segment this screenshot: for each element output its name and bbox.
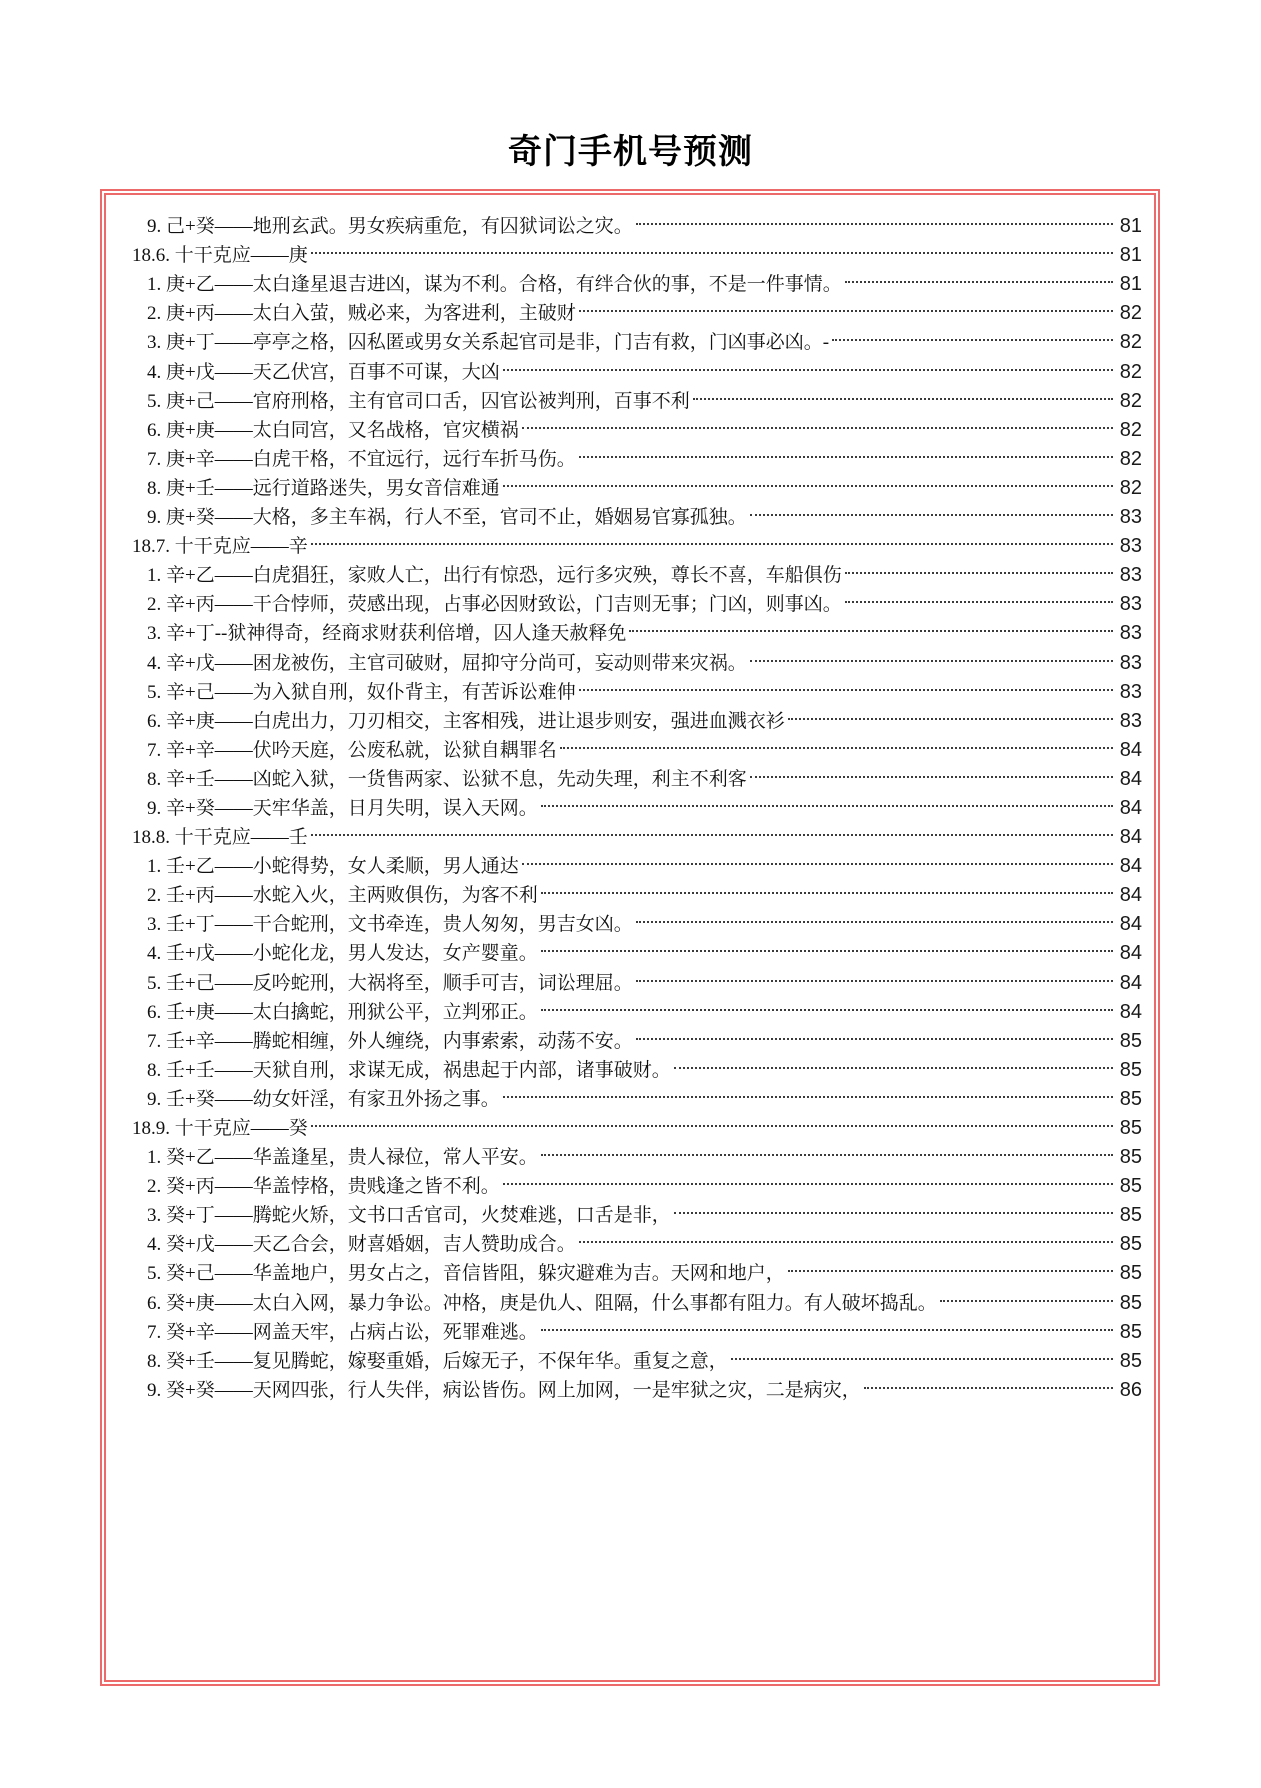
toc-entry-page: 82 — [1119, 302, 1142, 325]
toc-entry-label: 6. 癸+庚——太白入网，暴力争讼。冲格，庚是仇人、阻隔，什么事都有阻力。有人破坏捣乱。 — [147, 1292, 937, 1314]
toc-entry-label: 7. 壬+辛——腾蛇相缠，外人缠绕，内事索索，动荡不安。 — [147, 1030, 633, 1052]
dot-leader — [538, 989, 1116, 1018]
toc-rows — [132, 203, 1142, 1401]
toc-entry-label: 8. 辛+壬——凶蛇入狱，一货售两家、讼狱不息，先动失理，利主不利客 — [147, 768, 747, 790]
toc-entry-label: 6. 壬+庚——太白擒蛇，刑狱公平，立判邪正。 — [147, 1001, 538, 1023]
toc-entry-page: 85 — [1119, 1146, 1142, 1169]
toc-entry-label: 3. 壬+丁——干合蛇刑，文书牵连，贵人匆匆，男吉女凶。 — [147, 914, 633, 936]
dot-leader — [538, 1134, 1116, 1163]
dot-leader — [538, 1309, 1116, 1338]
toc-entry-page: 83 — [1119, 564, 1142, 587]
dot-leader — [519, 843, 1116, 872]
toc-entry-page: 81 — [1119, 215, 1142, 238]
dot-leader — [785, 1250, 1116, 1279]
dot-leader — [671, 1047, 1116, 1076]
dot-leader — [500, 1163, 1116, 1192]
toc-entry-page: 81 — [1119, 273, 1142, 296]
toc-entry-page: 82 — [1119, 360, 1142, 383]
dot-leader — [576, 290, 1116, 319]
toc-entry-page: 82 — [1119, 331, 1142, 354]
dot-leader — [747, 639, 1116, 668]
dot-leader — [308, 814, 1116, 843]
toc-entry-label: 2. 壬+丙——水蛇入火，主两败俱伤，为客不利 — [147, 885, 538, 907]
toc-entry-page: 85 — [1119, 1029, 1142, 1052]
toc-entry-page: 85 — [1119, 1291, 1142, 1314]
toc-entry-label: 3. 庚+丁——亭亭之格，囚私匿或男女关系起官司是非，门吉有救，门凶事必凶。- — [147, 332, 830, 354]
dot-leader — [308, 232, 1116, 261]
toc-entry-page: 84 — [1119, 855, 1142, 878]
dot-leader — [690, 378, 1116, 407]
dot-leader — [671, 1192, 1116, 1221]
toc-entry-page: 83 — [1119, 709, 1142, 732]
toc-entry-page: 85 — [1119, 1058, 1142, 1081]
toc-entry-page: 84 — [1119, 913, 1142, 936]
dot-leader — [308, 1105, 1116, 1134]
toc-entry-label: 5. 庚+己——官府刑格，主有官司口舌，囚官讼被判刑，百事不利 — [147, 390, 690, 412]
dot-leader — [747, 756, 1116, 785]
toc-entry-label: 9. 己+癸——地刑玄武。男女疾病重危，有囚狱词讼之灾。 — [147, 216, 633, 238]
toc-entry-page: 84 — [1119, 1000, 1142, 1023]
dot-leader — [861, 1367, 1116, 1396]
dot-leader — [538, 872, 1116, 901]
dot-leader — [633, 1018, 1116, 1047]
toc-entry-label: 2. 癸+丙——华盖悖格，贵贱逢之皆不利。 — [147, 1176, 500, 1198]
dot-leader — [500, 348, 1116, 377]
toc-entry-page: 85 — [1119, 1204, 1142, 1227]
toc-entry-page: 84 — [1119, 884, 1142, 907]
dot-leader — [538, 930, 1116, 959]
dot-leader — [557, 727, 1116, 756]
toc-entry-label: 8. 庚+壬——远行道路迷失，男女音信难通 — [147, 477, 500, 499]
toc-entry-page: 85 — [1119, 1175, 1142, 1198]
toc-entry-label: 9. 癸+癸——天网四张，行人失伴，病讼皆伤。网上加网，一是牢狱之灾，二是病灾， — [147, 1379, 861, 1401]
toc-entry-page: 83 — [1119, 506, 1142, 529]
toc-entry-label: 2. 庚+丙——太白入萤，贼必来，为客进利，主破财 — [147, 303, 576, 325]
dot-leader — [576, 436, 1116, 465]
dot-leader — [633, 203, 1116, 232]
dot-leader — [538, 785, 1116, 814]
toc-entry-page: 85 — [1119, 1117, 1142, 1139]
dot-leader — [308, 523, 1116, 552]
toc-entry-label: 9. 壬+癸——幼女奸淫，有家丑外扬之事。 — [147, 1088, 500, 1110]
dot-leader — [785, 698, 1116, 727]
toc-entry-page: 85 — [1119, 1087, 1142, 1110]
toc-entry-page: 85 — [1119, 1262, 1142, 1285]
toc-entry-label: 9. 庚+癸——大格，多主车祸，行人不至，官司不止，婚姻易官寡孤独。 — [147, 507, 747, 529]
toc-entry-label: 1. 壬+乙——小蛇得势，女人柔顺，男人通达 — [147, 856, 519, 878]
dot-leader — [500, 465, 1116, 494]
dot-leader — [633, 959, 1116, 988]
toc-entry-label: 7. 癸+辛——网盖天牢，占病占讼，死罪难逃。 — [147, 1321, 538, 1343]
dot-leader — [842, 552, 1116, 581]
toc-entry-label: 9. 辛+癸——天牢华盖，日月失明，误入天网。 — [147, 797, 538, 819]
toc-entry-page: 83 — [1119, 593, 1142, 616]
toc-entry-label: 7. 辛+辛——伏吟天庭，公废私就，讼狱自耦罪名 — [147, 739, 557, 761]
toc-entry-page: 85 — [1119, 1320, 1142, 1343]
toc-entry-label: 8. 癸+壬——复见腾蛇，嫁娶重婚，后嫁无子，不保年华。重复之意， — [147, 1350, 728, 1372]
toc-entry-label: 18.7. 十干克应——辛 — [132, 536, 308, 558]
toc-entry-label: 4. 庚+戊——天乙伏宫，百事不可谋，大凶 — [147, 361, 500, 383]
toc-entry-label: 3. 辛+丁--狱神得奇，经商求财获利倍增，囚人逢天赦释免 — [147, 623, 627, 645]
toc-entry-page: 85 — [1119, 1233, 1142, 1256]
toc-entry-page: 83 — [1119, 535, 1142, 558]
dot-leader — [633, 901, 1116, 930]
toc-entry-label: 1. 庚+乙——太白逢星退吉进凶，谋为不利。合格，有绊合伙的事，不是一件事情。 — [147, 274, 842, 296]
toc-entry-label: 3. 癸+丁——腾蛇火矫，文书口舌官司，火焚难逃，口舌是非， — [147, 1205, 671, 1227]
dot-leader — [747, 494, 1116, 523]
toc-entry-label: 8. 壬+壬——天狱自刑，求谋无成，祸患起于内部，诸事破财。 — [147, 1059, 671, 1081]
toc-entry-page: 83 — [1119, 680, 1142, 703]
toc-entry-page: 81 — [1119, 244, 1142, 267]
dot-leader — [500, 1076, 1116, 1105]
toc-entry-label: 2. 辛+丙——干合悖师，荧感出现，占事必因财致讼，门吉则无事；门凶，则事凶。 — [147, 594, 842, 616]
toc-border-box — [100, 189, 1160, 1686]
dot-leader — [842, 581, 1116, 610]
toc-entry-page: 84 — [1119, 942, 1142, 965]
toc-entry-page: 82 — [1119, 418, 1142, 441]
toc-entry-label: 4. 癸+戊——天乙合会，财喜婚姻，吉人赞助成合。 — [147, 1234, 576, 1256]
dot-leader — [519, 407, 1116, 436]
toc-entry-page: 85 — [1119, 1349, 1142, 1372]
dot-leader — [829, 319, 1116, 348]
toc-entry-page: 84 — [1119, 738, 1142, 761]
toc-entry-page: 84 — [1119, 826, 1142, 849]
toc-entry-label: 18.6. 十干克应——庚 — [132, 245, 308, 267]
toc-entry-page: 86 — [1119, 1378, 1142, 1401]
toc-entry-page: 82 — [1119, 476, 1142, 499]
toc-entry-page: 83 — [1119, 622, 1142, 645]
toc-entry[interactable] — [132, 203, 1142, 238]
toc-entry-label: 5. 癸+己——华盖地户，男女占之，音信皆阻，躲灾避难为吉。天网和地户， — [147, 1263, 785, 1285]
toc-entry-label: 4. 辛+戊——困龙被伤，主官司破财，屈抑守分尚可，妄动则带来灾祸。 — [147, 652, 747, 674]
toc-entry-page: 83 — [1119, 651, 1142, 674]
dot-leader — [728, 1338, 1116, 1367]
toc-entry-label: 5. 壬+己——反吟蛇刑，大祸将至，顺手可吉，词讼理屈。 — [147, 972, 633, 994]
page-title: 奇门手机号预测 — [508, 133, 753, 171]
dot-leader — [576, 669, 1116, 698]
toc-entry-page: 84 — [1119, 796, 1142, 819]
toc-entry-page: 82 — [1119, 447, 1142, 470]
toc-entry-label: 1. 辛+乙——白虎猖狂，家败人亡，出行有惊恐，远行多灾殃，尊长不喜，车船俱伤 — [147, 565, 842, 587]
toc-entry-label: 18.8. 十干克应——壬 — [132, 827, 308, 849]
toc-entry-label: 18.9. 十干克应——癸 — [132, 1118, 308, 1139]
toc-entry-label: 6. 辛+庚——白虎出力，刀刃相交，主客相残，进让退步则安，强进血溅衣衫 — [147, 710, 785, 732]
toc-entry-label: 1. 癸+乙——华盖逢星，贵人禄位，常人平安。 — [147, 1147, 538, 1169]
toc-entry-page: 84 — [1119, 971, 1142, 994]
toc-entry-label: 4. 壬+戊——小蛇化龙，男人发达，女产婴童。 — [147, 943, 538, 965]
toc-entry-page: 84 — [1119, 767, 1142, 790]
toc-entry-label: 7. 庚+辛——白虎干格，不宜远行，远行车折马伤。 — [147, 448, 576, 470]
toc-entry-label: 5. 辛+己——为入狱自刑，奴仆背主，有苦诉讼难伸 — [147, 681, 576, 703]
dot-leader — [576, 1221, 1116, 1250]
dot-leader — [626, 610, 1116, 639]
toc-entry-page: 82 — [1119, 389, 1142, 412]
toc-entry-label: 6. 庚+庚——太白同宫，又名战格，官灾横祸 — [147, 419, 519, 441]
dot-leader — [937, 1279, 1116, 1308]
dot-leader — [842, 261, 1116, 290]
